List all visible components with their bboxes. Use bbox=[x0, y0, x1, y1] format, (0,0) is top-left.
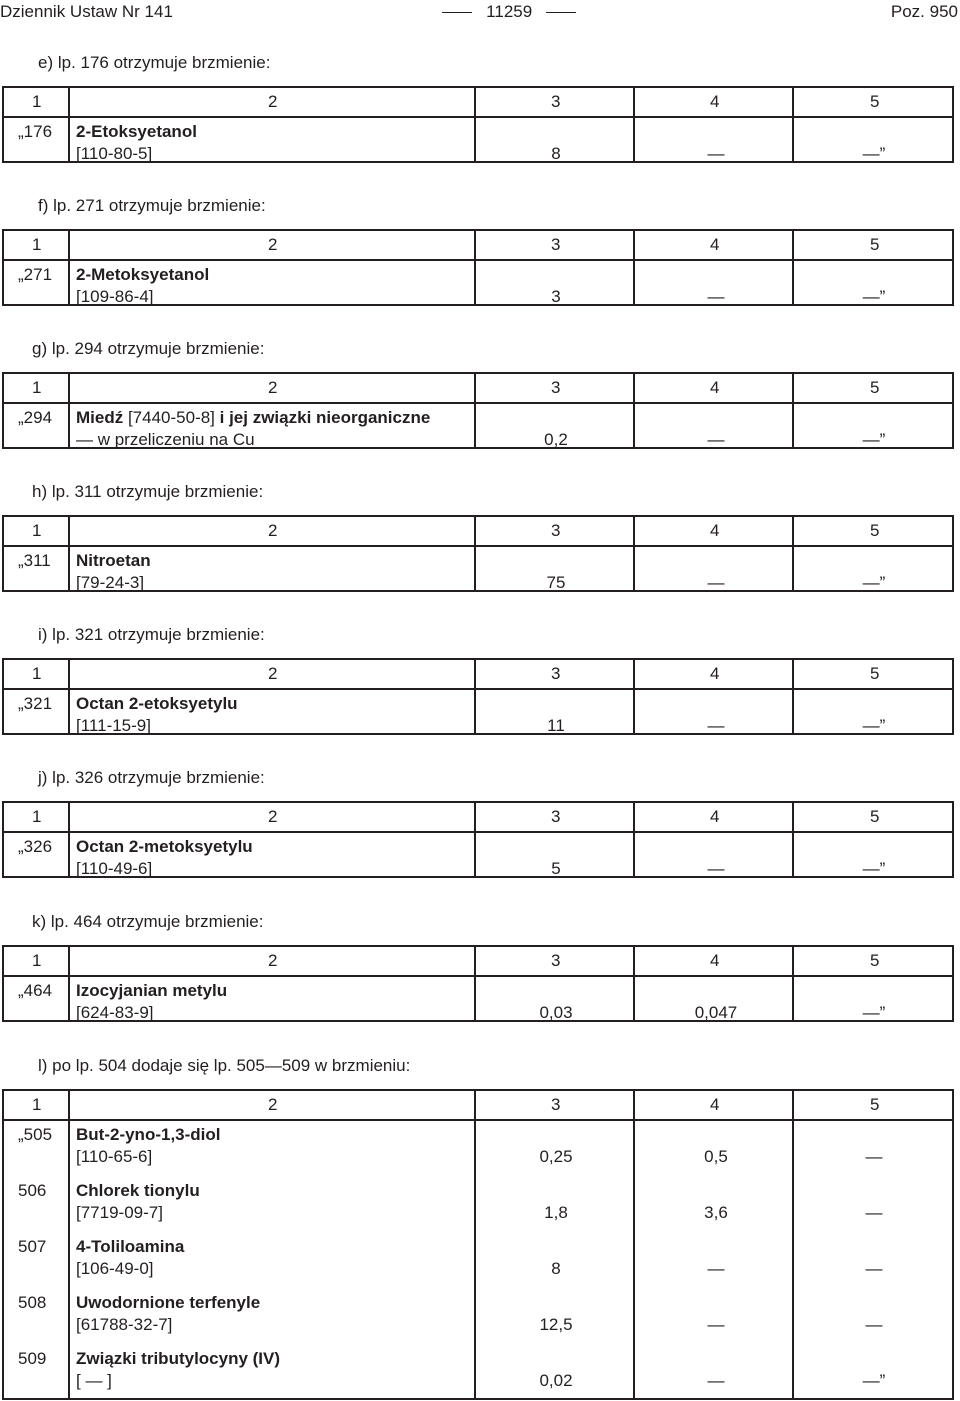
value-col-3: 0,25 bbox=[539, 1147, 573, 1166]
cas-number: [79-24-3] bbox=[76, 573, 145, 592]
value-col-5: —” bbox=[862, 144, 886, 163]
col-header-4: 4 bbox=[710, 378, 720, 397]
col-header-4: 4 bbox=[710, 951, 720, 970]
value-col-3: 0,03 bbox=[539, 1003, 573, 1022]
substance-name: Związki tributylocyny (IV) bbox=[76, 1349, 281, 1368]
value-col-4: — bbox=[707, 287, 725, 306]
col-header-4: 4 bbox=[710, 92, 720, 111]
col-header-1: 1 bbox=[32, 521, 42, 540]
row-number: „321 bbox=[18, 694, 53, 713]
row-number: 507 bbox=[18, 1237, 47, 1256]
col-header-5: 5 bbox=[870, 664, 880, 683]
value-col-3: 8 bbox=[551, 144, 561, 163]
substance-name: 4-Toliloamina bbox=[76, 1237, 185, 1256]
row-number: 508 bbox=[18, 1293, 47, 1312]
col-header-1: 1 bbox=[32, 92, 42, 111]
section-intro: l) po lp. 504 dodaje się lp. 505—509 w brzmieniu: bbox=[38, 1056, 411, 1075]
row-number: „326 bbox=[18, 837, 53, 856]
value-col-5: —” bbox=[862, 1003, 886, 1022]
col-header-2: 2 bbox=[268, 92, 278, 111]
col-header-1: 1 bbox=[32, 378, 42, 397]
cas-number: [110-49-6] bbox=[76, 859, 153, 878]
col-header-4: 4 bbox=[710, 1095, 720, 1114]
col-header-2: 2 bbox=[268, 951, 278, 970]
amendment-table bbox=[2, 372, 954, 449]
section-intro: g) lp. 294 otrzymuje brzmienie: bbox=[32, 339, 265, 358]
substance-name: 2-Metoksyetanol bbox=[76, 265, 210, 284]
row-number: „311 bbox=[18, 551, 51, 570]
col-header-2: 2 bbox=[268, 235, 278, 254]
table-row bbox=[4, 690, 952, 735]
page-number: 11259 bbox=[442, 2, 576, 22]
page-header bbox=[0, 0, 960, 24]
value-col-4: — bbox=[707, 716, 725, 735]
col-header-1: 1 bbox=[32, 664, 42, 683]
value-col-4: — bbox=[707, 1259, 725, 1278]
amendment-table bbox=[2, 945, 954, 1022]
row-number: 509 bbox=[18, 1349, 47, 1368]
col-header-2: 2 bbox=[268, 378, 278, 397]
col-header-3: 3 bbox=[551, 807, 561, 826]
substance-name: Octan 2-etoksyetylu bbox=[76, 694, 238, 713]
col-header-2: 2 bbox=[268, 521, 278, 540]
cas-number: [111-15-9] bbox=[76, 716, 151, 735]
value-col-5: — bbox=[865, 1315, 883, 1334]
table-row bbox=[4, 977, 952, 1022]
value-col-3: 0,2 bbox=[544, 430, 568, 449]
col-header-3: 3 bbox=[551, 521, 561, 540]
table-header-row bbox=[4, 947, 952, 977]
row-number: „505 bbox=[18, 1125, 53, 1144]
col-header-5: 5 bbox=[870, 1095, 880, 1114]
dash-right bbox=[546, 12, 576, 13]
col-header-1: 1 bbox=[32, 235, 42, 254]
row-number: 506 bbox=[18, 1181, 47, 1200]
table-row bbox=[4, 1233, 952, 1289]
value-col-4: — bbox=[707, 1371, 725, 1390]
cas-number: [106-49-0] bbox=[76, 1259, 154, 1278]
value-col-4: — bbox=[707, 144, 725, 163]
cas-number: [7719-09-7] bbox=[76, 1203, 163, 1222]
col-header-5: 5 bbox=[870, 807, 880, 826]
value-col-4: — bbox=[707, 430, 725, 449]
table-row bbox=[4, 1345, 952, 1401]
col-header-5: 5 bbox=[870, 378, 880, 397]
substance-name: Nitroetan bbox=[76, 551, 151, 570]
value-col-5: —” bbox=[862, 716, 886, 735]
col-header-1: 1 bbox=[32, 807, 42, 826]
value-col-4: — bbox=[707, 1315, 725, 1334]
col-header-5: 5 bbox=[870, 951, 880, 970]
value-col-3: 3 bbox=[551, 287, 561, 306]
value-col-4: — bbox=[707, 573, 725, 592]
substance-name: Izocyjanian metylu bbox=[76, 981, 228, 1000]
substance-name: Chlorek tionylu bbox=[76, 1181, 200, 1200]
value-col-3: 11 bbox=[547, 716, 565, 735]
col-header-5: 5 bbox=[870, 521, 880, 540]
value-col-3: 0,02 bbox=[539, 1371, 573, 1390]
col-header-4: 4 bbox=[710, 235, 720, 254]
row-number: „464 bbox=[18, 981, 53, 1000]
section-intro: e) lp. 176 otrzymuje brzmienie: bbox=[38, 53, 271, 72]
table-header-row bbox=[4, 803, 952, 833]
table-header-row bbox=[4, 1091, 952, 1121]
cas-number: [624-83-9] bbox=[76, 1003, 154, 1022]
value-col-4: 3,6 bbox=[704, 1203, 728, 1222]
value-col-5: —” bbox=[862, 1371, 886, 1390]
col-header-5: 5 bbox=[870, 92, 880, 111]
table-row bbox=[4, 404, 952, 449]
table-row bbox=[4, 1289, 952, 1345]
value-col-5: — bbox=[865, 1203, 883, 1222]
row-number: „271 bbox=[18, 265, 53, 284]
value-col-3: 5 bbox=[551, 859, 561, 878]
table-header-row bbox=[4, 374, 952, 404]
table-row bbox=[4, 118, 952, 163]
journal-title: Dziennik Ustaw Nr 141 bbox=[0, 2, 173, 21]
col-header-3: 3 bbox=[551, 1095, 561, 1114]
col-header-1: 1 bbox=[32, 951, 42, 970]
cas-number: [ — ] bbox=[76, 1371, 112, 1390]
col-header-2: 2 bbox=[268, 664, 278, 683]
col-header-3: 3 bbox=[551, 235, 561, 254]
value-col-3: 12,5 bbox=[539, 1315, 573, 1334]
value-col-5: — bbox=[865, 1147, 883, 1166]
amendment-table bbox=[2, 86, 954, 163]
value-col-3: 8 bbox=[551, 1259, 561, 1278]
conversion-note: — w przeliczeniu na Cu bbox=[76, 430, 255, 449]
table-header-row bbox=[4, 88, 952, 118]
dash-left bbox=[442, 12, 472, 13]
amendment-table bbox=[2, 515, 954, 592]
cas-number: [110-65-6] bbox=[76, 1147, 153, 1166]
table-row bbox=[4, 1121, 952, 1177]
value-col-3: 75 bbox=[546, 573, 566, 592]
amendment-table bbox=[2, 658, 954, 735]
substance-name: Miedź [7440-50-8] i jej związki nieorganiczne bbox=[76, 408, 431, 427]
amendment-table bbox=[2, 229, 954, 306]
section-intro: h) lp. 311 otrzymuje brzmienie: bbox=[32, 482, 264, 501]
value-col-5: —” bbox=[862, 287, 886, 306]
value-col-4: 0,5 bbox=[704, 1147, 728, 1166]
amendment-table bbox=[2, 801, 954, 878]
col-header-3: 3 bbox=[551, 664, 561, 683]
value-col-5: — bbox=[865, 1259, 883, 1278]
section-intro: k) lp. 464 otrzymuje brzmienie: bbox=[32, 912, 264, 931]
value-col-5: —” bbox=[862, 573, 886, 592]
substance-name: Octan 2-metoksyetylu bbox=[76, 837, 253, 856]
section-intro: j) lp. 326 otrzymuje brzmienie: bbox=[38, 768, 265, 787]
table-header-row bbox=[4, 660, 952, 690]
substance-name: Uwodornione terfenyle bbox=[76, 1293, 261, 1312]
col-header-3: 3 bbox=[551, 951, 561, 970]
table-row bbox=[4, 833, 952, 878]
col-header-2: 2 bbox=[268, 1095, 278, 1114]
table-header-row bbox=[4, 231, 952, 261]
substance-name: 2-Etoksyetanol bbox=[76, 122, 197, 141]
section-intro: f) lp. 271 otrzymuje brzmienie: bbox=[38, 196, 266, 215]
row-number: „294 bbox=[18, 408, 53, 427]
position-label: Poz. 950 bbox=[890, 2, 958, 21]
table-row bbox=[4, 547, 952, 592]
value-col-3: 1,8 bbox=[544, 1203, 568, 1222]
col-header-5: 5 bbox=[870, 235, 880, 254]
amendment-table bbox=[2, 1089, 954, 1400]
row-number: „176 bbox=[18, 122, 53, 141]
col-header-4: 4 bbox=[710, 521, 720, 540]
col-header-1: 1 bbox=[32, 1095, 42, 1114]
section-intro: i) lp. 321 otrzymuje brzmienie: bbox=[38, 625, 265, 644]
substance-name: But-2-yno-1,3-diol bbox=[76, 1125, 221, 1144]
value-col-4: 0,047 bbox=[694, 1003, 738, 1022]
table-header-row bbox=[4, 517, 952, 547]
value-col-4: — bbox=[707, 859, 725, 878]
table-row bbox=[4, 1177, 952, 1233]
cas-number: [109-86-4] bbox=[76, 287, 154, 306]
value-col-5: —” bbox=[862, 430, 886, 449]
value-col-5: —” bbox=[862, 859, 886, 878]
col-header-4: 4 bbox=[710, 807, 720, 826]
cas-number: [61788-32-7] bbox=[76, 1315, 173, 1334]
col-header-3: 3 bbox=[551, 92, 561, 111]
col-header-2: 2 bbox=[268, 807, 278, 826]
col-header-4: 4 bbox=[710, 664, 720, 683]
col-header-3: 3 bbox=[551, 378, 561, 397]
table-row bbox=[4, 261, 952, 306]
cas-number: [110-80-5] bbox=[76, 144, 153, 163]
